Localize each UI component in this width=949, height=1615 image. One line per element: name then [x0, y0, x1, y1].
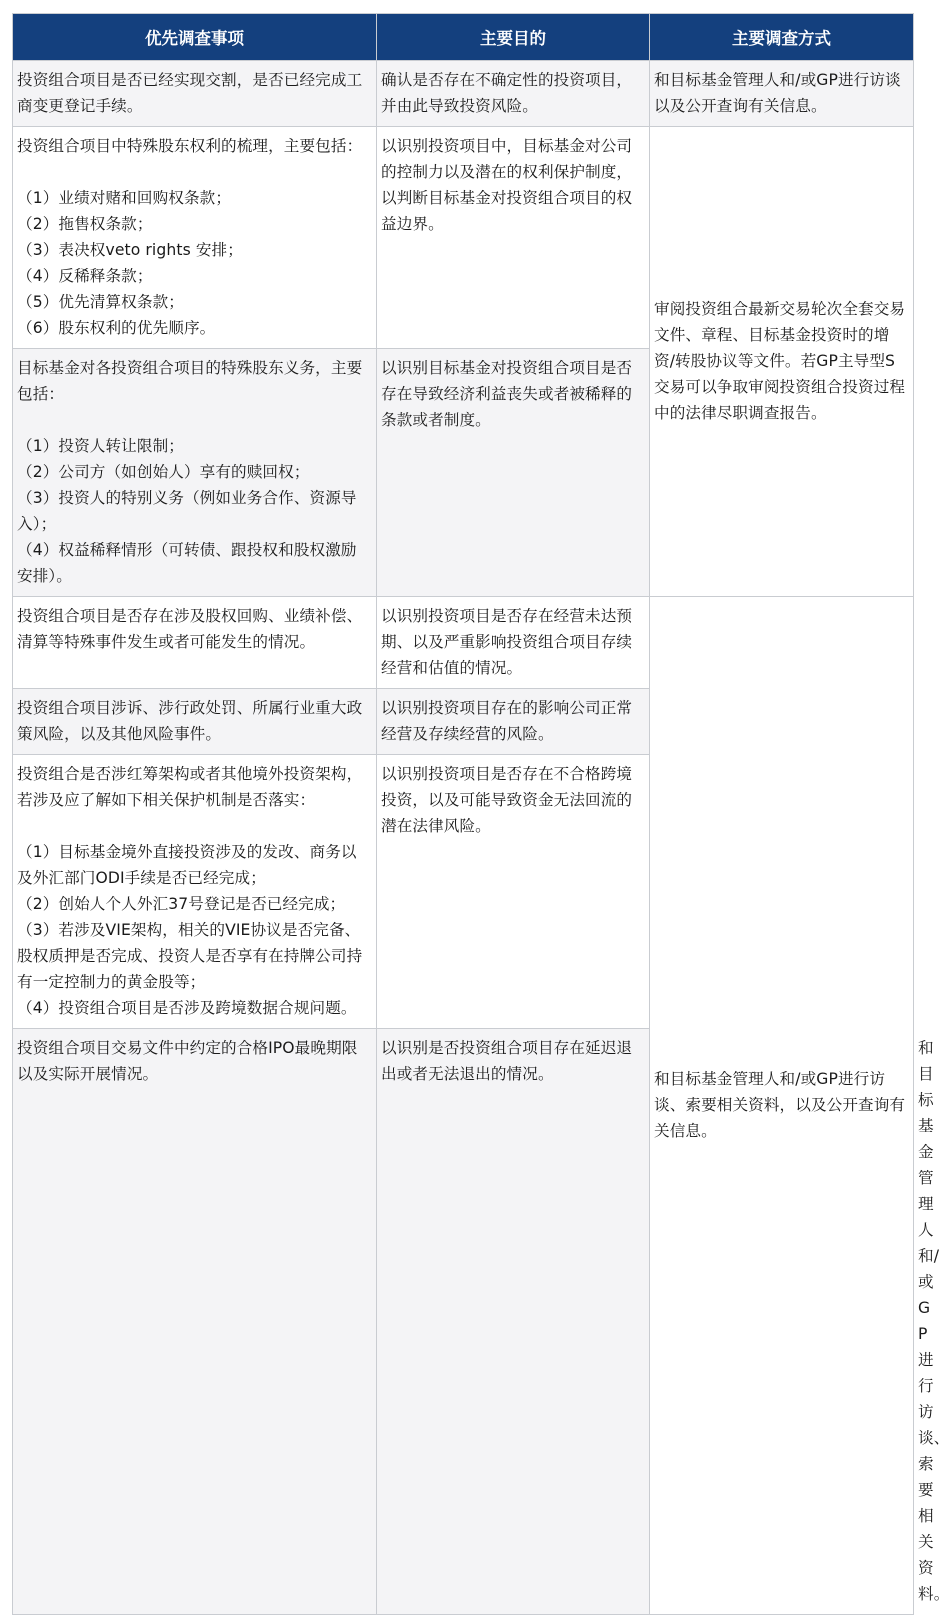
purpose-cell: 以识别是否投资组合项目存在延迟退出或者无法退出的情况。: [377, 1029, 650, 1615]
blank-line: [17, 407, 372, 433]
item-text: （2）创始人个人外汇37号登记是否已经完成；: [17, 895, 346, 913]
item-text: 投资组合是否涉红筹架构或者其他境外投资架构，若涉及应了解如下相关保护机制是否落实：: [17, 765, 363, 809]
item-text: （6）股东权利的优先顺序。: [17, 319, 216, 337]
purpose-cell: 以识别投资项目是否存在不合格跨境投资，以及可能导致资金无法回流的潜在法律风险。: [377, 755, 650, 1029]
item-cell: [13, 127, 377, 349]
header-purpose: 主要目的: [377, 14, 650, 61]
purpose-cell: 以识别投资项目中，目标基金对公司的控制力以及潜在的权利保护制度，以判断目标基金对投资组合项目的权益边界。: [377, 127, 650, 349]
purpose-cell: 以识别投资项目是否存在经营未达预期、以及严重影响投资组合项目存续经营和估值的情况。: [377, 597, 650, 689]
blank-line: [17, 159, 372, 185]
table-row: [13, 127, 914, 349]
item-text: （3）投资人的特别义务（例如业务合作、资源导入）；: [17, 489, 357, 533]
item-text: 目标基金对各投资组合项目的特殊股东义务，主要包括：: [17, 359, 363, 403]
purpose-cell: 确认是否存在不确定性的投资项目，并由此导致投资风险。: [377, 61, 650, 127]
item-text: （4）投资组合项目是否涉及跨境数据合规问题。: [17, 999, 357, 1017]
item-text: （5）优先清算权条款；: [17, 293, 184, 311]
table-row: 投资组合项目交易文件中约定的合格IPO最晚期限以及实际开展情况。 以识别是否投资组合项目存在延迟退出或者无法退出的情况。 和目标基金管理人和/或GP进行访谈、索要相关资料。: [13, 1029, 914, 1615]
due-diligence-table: [12, 13, 949, 1615]
table-row: [13, 61, 914, 127]
purpose-cell: 以识别投资项目存在的影响公司正常经营及存续经营的风险。: [377, 689, 650, 755]
header-item: 优先调查事项: [13, 14, 377, 61]
item-text: （4）权益稀释情形（可转债、跟投权和股权激励安排）。: [17, 541, 357, 585]
item-text: （1）目标基金境外直接投资涉及的发改、商务以及外汇部门ODI手续是否已经完成；: [17, 843, 357, 887]
item-text: （1）投资人转让限制；: [17, 437, 184, 455]
blank-line: [17, 813, 372, 839]
table-row: [13, 597, 914, 689]
item-cell: [13, 1029, 377, 1615]
item-text: （3）表决权veto rights 安排；: [17, 241, 243, 259]
item-text: （2）公司方（如创始人）享有的赎回权；: [17, 463, 310, 481]
item-text: （3）若涉及VIE架构，相关的VIE协议是否完备、股权质押是否完成、投资人是否享有在持牌公司持有一定控制力的黄金股等；: [17, 921, 363, 991]
item-cell: [13, 689, 377, 755]
item-text: 投资组合项目是否存在涉及股权回购、业绩补偿、清算等特殊事件发生或者可能发生的情况。: [17, 607, 363, 651]
item-text: 投资组合项目交易文件中约定的合格IPO最晚期限以及实际开展情况。: [17, 1039, 358, 1083]
purpose-cell: 以识别目标基金对投资组合项目是否存在导致经济利益丧失或者被稀释的条款或者制度。: [377, 349, 650, 597]
method-cell: 和目标基金管理人和/或GP进行访谈以及公开查询有关信息。: [650, 61, 914, 127]
item-cell: [13, 61, 377, 127]
item-cell: [13, 349, 377, 597]
item-text: （4）反稀释条款；: [17, 267, 153, 285]
header-method: 主要调查方式: [650, 14, 914, 61]
method-cell-merged: 和目标基金管理人和/或GP进行访谈、索要相关资料，以及公开查询有关信息。: [650, 597, 914, 1615]
header-row: [13, 14, 914, 61]
method-cell-merged: 审阅投资组合最新交易轮次全套交易文件、章程、目标基金投资时的增资/转股协议等文件。若GP主导型S交易可以争取审阅投资组合投资过程中的法律尽职调查报告。: [650, 127, 914, 597]
item-text: 投资组合项目涉诉、涉行政处罚、所属行业重大政策风险，以及其他风险事件。: [17, 699, 363, 743]
item-text: 投资组合项目是否已经实现交割，是否已经完成工商变更登记手续。: [17, 71, 363, 115]
item-cell: [13, 755, 377, 1029]
item-cell: [13, 597, 377, 689]
item-text: 投资组合项目中特殊股东权利的梳理，主要包括：: [17, 137, 363, 155]
item-text: （2）拖售权条款；: [17, 215, 153, 233]
item-text: （1）业绩对赌和回购权条款；: [17, 189, 232, 207]
